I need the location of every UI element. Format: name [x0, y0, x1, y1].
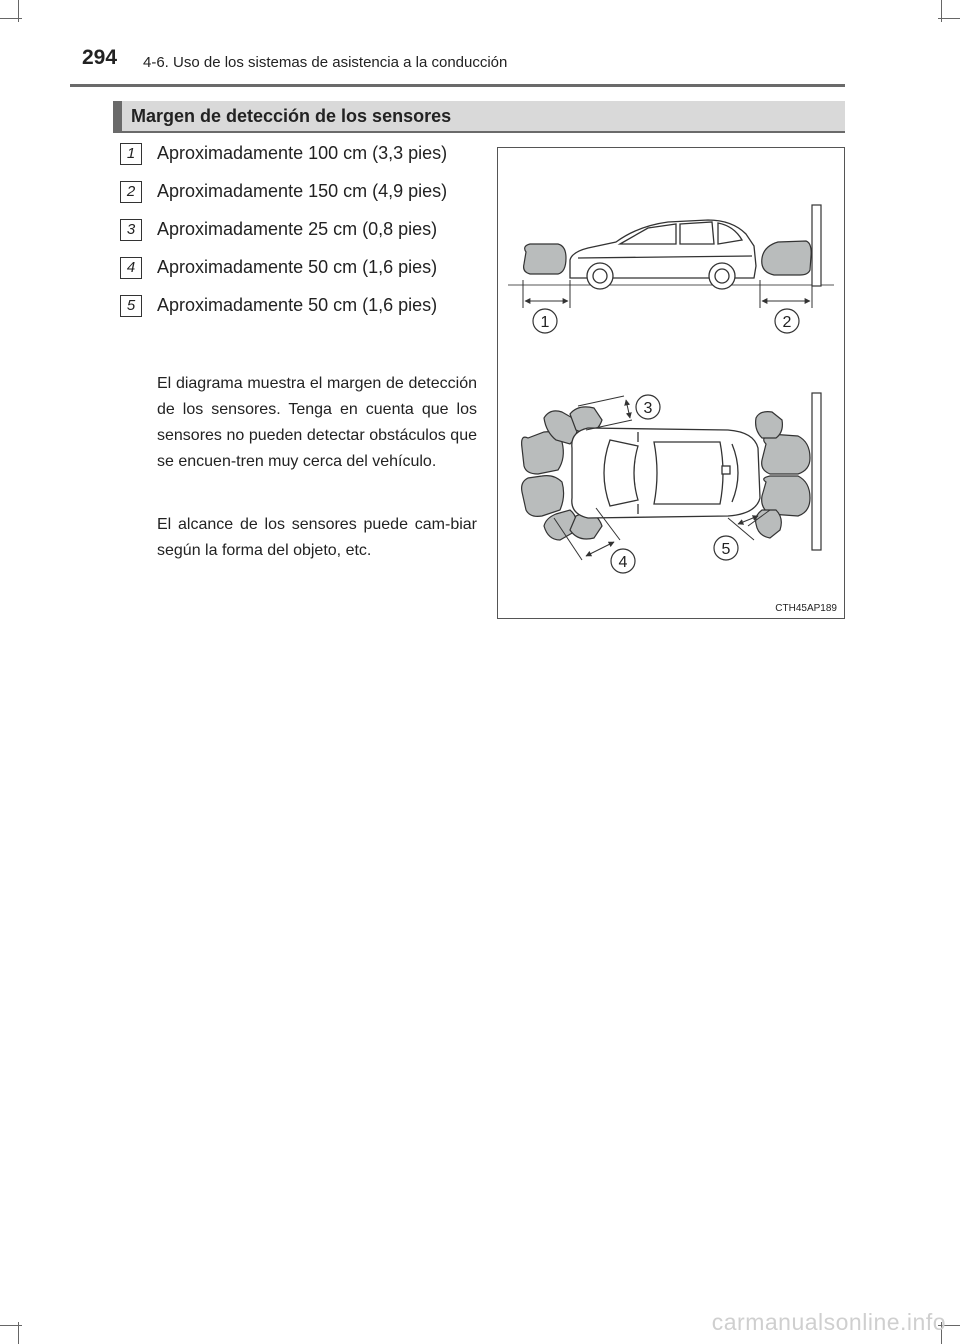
- item-number: 4: [120, 257, 142, 279]
- figure-code: CTH45AP189: [775, 603, 837, 614]
- item-text: Aproximadamente 50 cm (1,6 pies): [157, 295, 438, 315]
- header-rule: [70, 84, 845, 87]
- section-title: Margen de detección de los sensores: [131, 106, 452, 126]
- item-text: Aproximadamente 150 cm (4,9 pies): [157, 181, 448, 201]
- item-number: 5: [120, 295, 142, 317]
- callout-4-label: 4: [618, 554, 628, 571]
- callout-3-label: 3: [643, 400, 653, 417]
- wall-side: [812, 205, 821, 286]
- sensor-range-diagram: [498, 148, 846, 620]
- rear-sensor-zone-side: [762, 241, 811, 275]
- item-text: Aproximadamente 50 cm (1,6 pies): [157, 257, 438, 277]
- list-item: [113, 216, 477, 243]
- side-view: [508, 205, 834, 333]
- item-number: 1: [120, 143, 142, 165]
- watermark: carmanualsonline.info: [711, 1309, 946, 1335]
- top-view: [522, 393, 821, 573]
- list-item: [113, 140, 477, 167]
- callout-2-label: 2: [782, 314, 792, 331]
- item-number: 3: [120, 219, 142, 241]
- crop-mark: [0, 18, 22, 19]
- page-number: 294: [82, 46, 118, 69]
- list-item: [113, 292, 477, 319]
- range-list: [113, 140, 477, 330]
- sensor-range-figure: [497, 147, 845, 619]
- note-paragraph: El diagrama muestra el margen de detección de los sensores. Tenga en cuenta que los sensores no pueden detectar obstáculos que se encuen-tren muy cerca del vehículo.: [157, 375, 477, 470]
- wall-top: [812, 393, 821, 550]
- crop-mark: [938, 18, 960, 19]
- list-item: [113, 254, 477, 281]
- note-paragraph: El alcance de los sensores puede cam-biar según la forma del objeto, etc.: [157, 516, 477, 559]
- item-text: Aproximadamente 100 cm (3,3 pies): [157, 143, 448, 163]
- chapter-title: 4-6. Uso de los sistemas de asistencia a la conducción: [143, 54, 508, 71]
- car-top-icon: [572, 428, 760, 518]
- crop-mark: [0, 1325, 22, 1326]
- car-side-icon: [570, 220, 756, 289]
- rear-sensor-zones-top: [756, 412, 810, 538]
- callout-5-label: 5: [721, 541, 731, 558]
- callout-1-label: 1: [540, 314, 550, 331]
- list-item: [113, 178, 477, 205]
- section-accent: [113, 101, 122, 131]
- front-sensor-zone-side: [524, 244, 566, 274]
- item-number: 2: [120, 181, 142, 203]
- item-text: Aproximadamente 25 cm (0,8 pies): [157, 219, 438, 239]
